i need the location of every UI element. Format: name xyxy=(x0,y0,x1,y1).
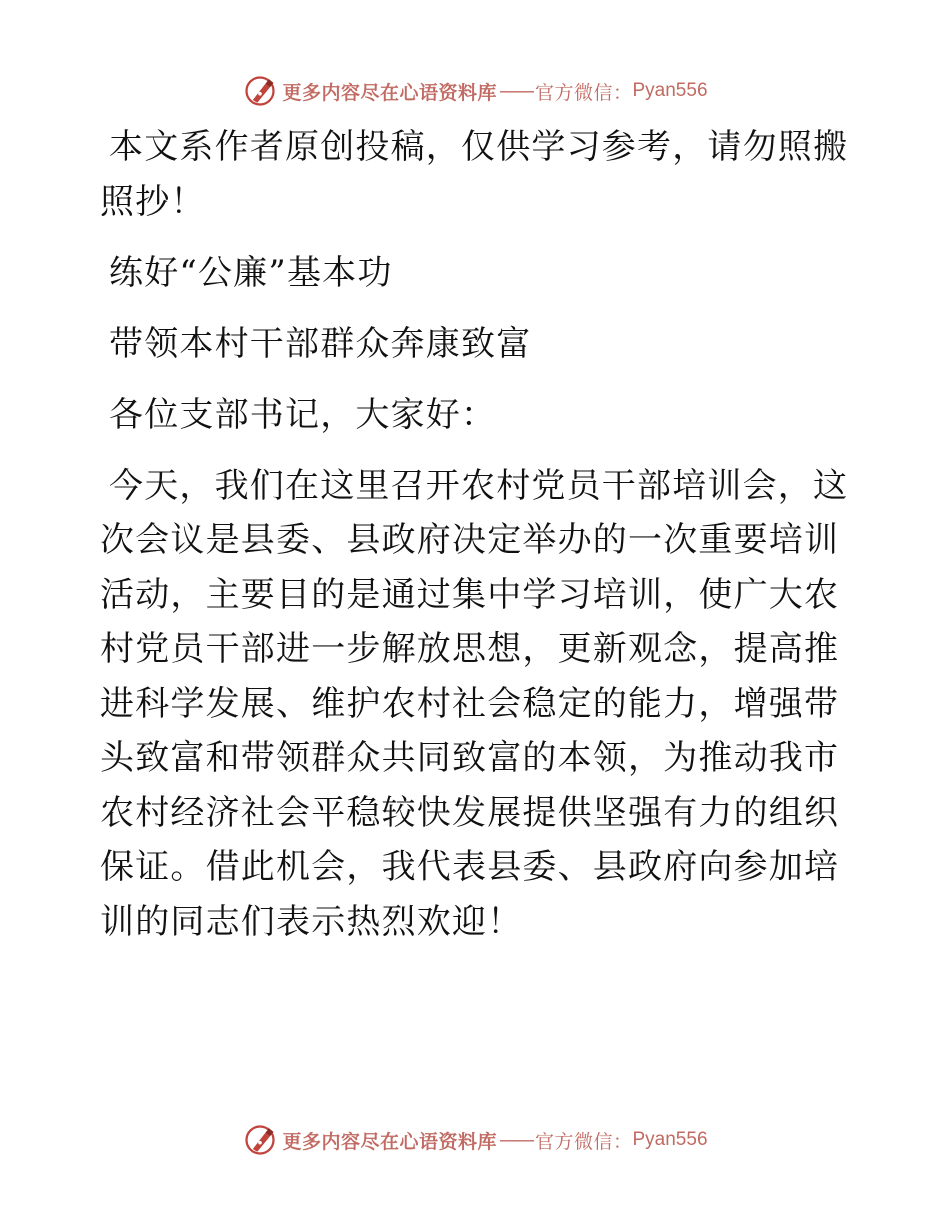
banner-wechat-handle: Pyan556 xyxy=(632,80,708,101)
pen-nib-logo-icon xyxy=(242,1122,278,1158)
banner-separator: —— xyxy=(498,1129,533,1151)
header-watermark-banner xyxy=(0,71,950,111)
banner-wechat-handle: Pyan556 xyxy=(632,1129,708,1150)
body-paragraph: 今天，我们在这里召开农村党员干部培训会，这次会议是县委、县政府决定举办的一次重要培训活动，主要目的是通过集中学习培训，使广大农村党员干部进一步解放思想，更新观念，提高推进科学发展、维护农村社会稳定的能力，增强带头致富和带领群众共同致富的本领，为推动我市农村经济社会平稳较快发展提供坚强有力的组织保证。借此机会，我代表县委、县政府向参加培训的同志们表示热烈欢迎！ xyxy=(100,465,849,942)
copyright-notice: 本文系作者原创投稿，仅供学习参考，请勿照搬照抄！ xyxy=(100,127,849,222)
salutation: 各位支部书记，大家好： xyxy=(109,394,497,435)
document-body xyxy=(100,120,860,966)
banner-lead-text: 更多内容尽在心语资料库 xyxy=(282,81,497,104)
banner-wechat-label: 官方微信： xyxy=(534,1130,633,1153)
document-title: 练好“公廉”基本功 xyxy=(109,252,393,293)
banner-wechat-label: 官方微信： xyxy=(534,81,633,104)
banner-separator: —— xyxy=(498,80,533,102)
document-subtitle: 带领本村干部群众奔康致富 xyxy=(109,323,532,364)
footer-watermark-banner xyxy=(0,1120,950,1160)
banner-lead-text: 更多内容尽在心语资料库 xyxy=(282,1130,497,1153)
pen-nib-logo-icon xyxy=(242,73,278,109)
